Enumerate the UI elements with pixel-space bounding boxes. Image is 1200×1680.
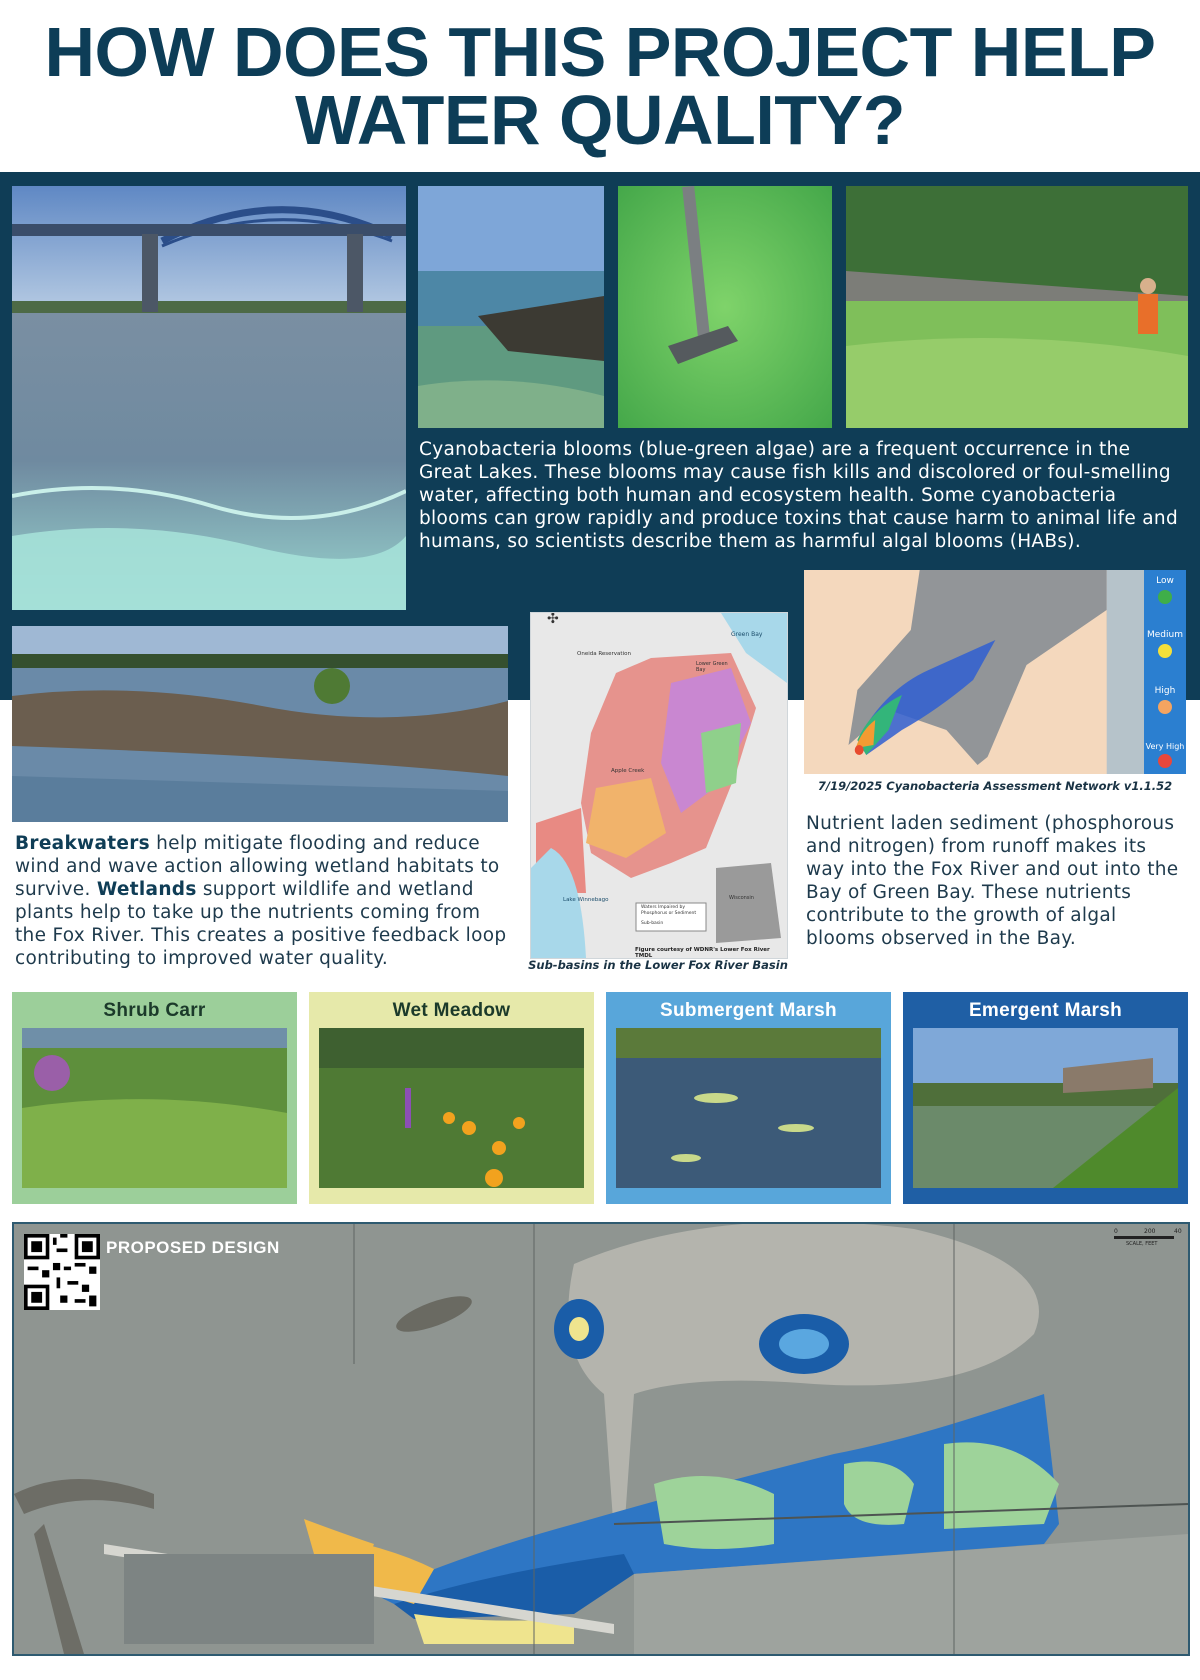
title-line-1: HOW DOES THIS PROJECT HELP — [44, 13, 1156, 91]
habitat-label: Wet Meadow — [392, 1000, 511, 1021]
term-breakwaters: Breakwaters — [15, 833, 150, 854]
scale-bar — [1114, 1228, 1184, 1247]
assessment-map-caption: 7/19/2025 Cyanobacteria Assessment Network v1.1.52 — [817, 779, 1173, 793]
proposed-design-label: PROPOSED DESIGN — [106, 1238, 280, 1257]
scale-tick-400: 40 — [1174, 1228, 1182, 1235]
habitat-card-wet-meadow — [309, 992, 594, 1204]
basin-label-apple-creek: Apple Creek — [611, 768, 645, 774]
basin-legend-impaired: Waters Impaired by Phosphorus or Sediment — [641, 905, 697, 916]
basin-label-lower-green-bay: Lower Green Bay — [696, 661, 728, 673]
basin-label-lake-winnebago: Lake Winnebago — [563, 897, 609, 903]
breakwaters-text-2: support wildlife and wetland plants help to take up the nutrients coming from the Fox River. This creates a positive feedback loop contributing to improved water quality. — [15, 879, 507, 969]
habitat-label: Emergent Marsh — [968, 1000, 1123, 1021]
shrub-carr-photo — [22, 1028, 287, 1188]
basin-label-oneida: Oneida Reservation — [577, 651, 631, 657]
habitat-label: Submergent Marsh — [660, 1000, 837, 1021]
nutrients-paragraph: Nutrient laden sediment (phosphorous and nitrogen) from runoff makes its way into the Fox River and out into the Bay of Green Bay. These nutrients contribute to the growth of algal blooms observed in the Bay. — [806, 813, 1179, 949]
proposed-design-map — [12, 1222, 1190, 1656]
legend-label-very-high: Very High — [1145, 742, 1185, 751]
breakwater-photo — [12, 626, 508, 822]
habitat-card-submergent-marsh — [606, 992, 891, 1204]
legend-dot-medium — [1158, 644, 1172, 658]
basin-map-caption: Sub-basins in the Lower Fox River Basin — [528, 958, 788, 972]
cyanobacteria-paragraph: Cyanobacteria blooms (blue-green algae) are a frequent occurrence in the Great Lakes. These blooms may cause fish kills and discolored or foul-smelling water, affecting both human and ecosystem health. Some cyanobacteria blooms can grow rapidly and produce toxins that cause harm to animal life and humans, so scientists describe them as harmful algal blooms (HABs). — [419, 439, 1178, 552]
bridge-algae-photo — [12, 186, 406, 610]
basin-credit: Figure courtesy of WDNR's Lower Fox River TMDL — [635, 947, 770, 959]
basin-legend-subbasin: Sub-basin — [641, 921, 664, 926]
basin-label-wisconsin: Wisconsin — [729, 895, 754, 901]
scale-label: SCALE, FEET — [1126, 1241, 1158, 1247]
shore-algae-photo — [418, 186, 604, 428]
rake-algae-photo — [618, 186, 832, 428]
scale-bar-line — [1114, 1236, 1174, 1239]
scale-tick-0: 0 — [1114, 1228, 1118, 1235]
sub-basin-map — [530, 612, 788, 959]
term-wetlands: Wetlands — [96, 879, 197, 900]
habitat-card-emergent-marsh — [903, 992, 1188, 1204]
legend-dot-low — [1158, 590, 1172, 604]
title-line-2: WATER QUALITY? — [295, 81, 905, 159]
scale-tick-200: 200 — [1144, 1228, 1156, 1235]
legend-dot-high — [1158, 700, 1172, 714]
legend-label-high: High — [1154, 686, 1176, 696]
legend-label-low: Low — [1156, 576, 1174, 586]
page-title — [0, 13, 1200, 159]
emergent-marsh-photo — [913, 1028, 1178, 1188]
legend-label-medium: Medium — [1147, 630, 1183, 640]
wading-scientist-photo — [846, 186, 1188, 428]
cyanobacteria-assessment-map — [804, 570, 1186, 774]
assessment-legend — [1144, 570, 1186, 774]
habitat-label: Shrub Carr — [103, 1000, 206, 1021]
legend-dot-very-high — [1158, 754, 1172, 768]
submergent-marsh-photo — [616, 1028, 881, 1188]
breakwaters-text-1: help mitigate flooding and reduce wind and wave action allowing wetland habitats to survive. — [15, 833, 500, 900]
svg-text:✣: ✣ — [547, 613, 559, 627]
habitat-card-shrub-carr — [12, 992, 297, 1204]
breakwaters-paragraph — [15, 832, 515, 970]
basin-label-green-bay: Green Bay — [731, 631, 763, 638]
wet-meadow-photo — [319, 1028, 584, 1188]
qr-code[interactable] — [24, 1234, 100, 1310]
